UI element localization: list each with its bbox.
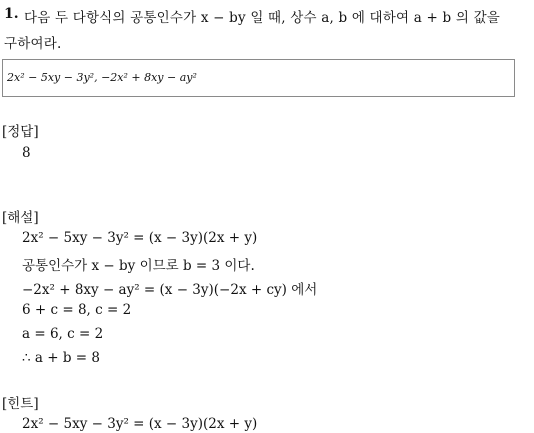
- answer-value: 8: [22, 145, 31, 161]
- hint-label: [힌트]: [2, 396, 39, 412]
- expression-text: 2x² − 5xy − 3y², −2x² + 8xy − ay²: [7, 71, 197, 84]
- question-text-line-1: 다음 두 다항식의 공통인수가 x − by 일 때, 상수 a, b 에 대하여 a + b 의 값을: [24, 10, 501, 26]
- explanation-line-6: ∴ a + b = 8: [22, 350, 100, 366]
- expression-box: [2, 59, 515, 97]
- explanation-line-2: 공통인수가 x − by 이므로 b = 3 이다.: [22, 258, 255, 274]
- question-text-line-2: 구하여라.: [4, 36, 62, 52]
- explanation-line-4: 6 + c = 8, c = 2: [22, 302, 132, 318]
- explanation-label: [해설]: [2, 210, 39, 226]
- question-number: 1.: [4, 6, 19, 22]
- explanation-line-3: −2x² + 8xy − ay² = (x − 3y)(−2x + cy) 에서: [22, 282, 318, 298]
- explanation-line-1: 2x² − 5xy − 3y² = (x − 3y)(2x + y): [22, 230, 258, 246]
- hint-line: 2x² − 5xy − 3y² = (x − 3y)(2x + y): [22, 416, 258, 432]
- answer-label: [정답]: [2, 124, 39, 140]
- explanation-line-5: a = 6, c = 2: [22, 326, 104, 342]
